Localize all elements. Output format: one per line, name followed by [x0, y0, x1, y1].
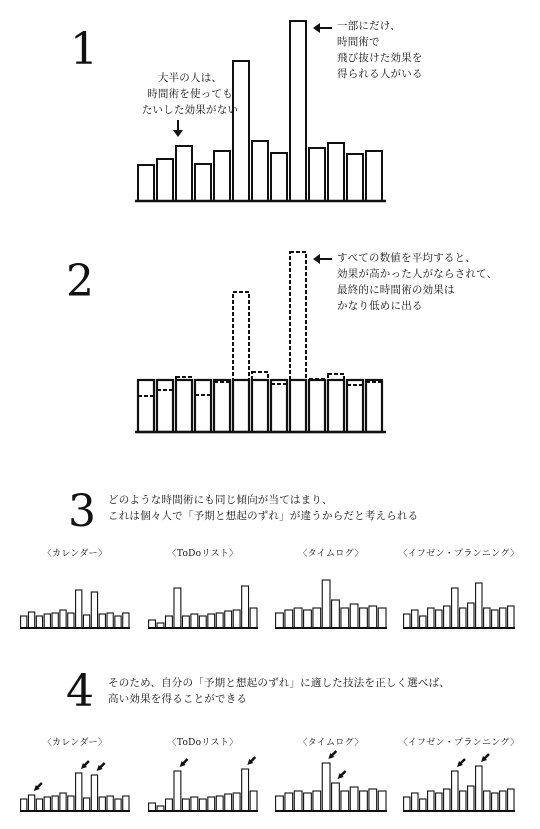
small-bar [341, 791, 349, 811]
arrow-pointer-icon [481, 754, 489, 762]
small-bar [360, 608, 368, 628]
arrow-pointer-icon [81, 761, 89, 769]
small-bar [76, 773, 82, 811]
small-bar [83, 798, 89, 811]
small-bar [91, 592, 97, 628]
bar-average [366, 380, 382, 432]
small-bar [123, 796, 129, 811]
bar [252, 141, 268, 201]
category-label-ifthen-2: 〈イフゼン・プランニング〉 [398, 738, 520, 748]
bar-original [176, 377, 192, 432]
small-bar [341, 608, 349, 628]
small-bar [68, 796, 74, 811]
arrow-left-icon [313, 254, 332, 264]
small-bar [369, 789, 377, 811]
small-bar [166, 616, 173, 628]
bar-original [290, 252, 306, 432]
small-bar [115, 799, 121, 811]
small-bar [191, 614, 198, 628]
category-label-timelog: 〈タイムログ〉 [298, 549, 364, 559]
small-bar [36, 799, 42, 811]
small-bar [28, 612, 34, 628]
small-bar [428, 791, 434, 811]
small-bar [436, 610, 442, 628]
small-bar [468, 603, 474, 628]
arrow-left-icon [313, 23, 332, 33]
small-bar [492, 610, 498, 628]
small-bar [174, 588, 181, 628]
bar-average [138, 380, 154, 432]
bar [176, 146, 192, 201]
bar-average [157, 380, 173, 432]
small-bar [199, 799, 206, 811]
small-bar [149, 803, 156, 811]
small-bar [21, 799, 27, 811]
small-bar [332, 783, 340, 811]
bar-original [366, 382, 382, 432]
small-bar [36, 616, 42, 628]
category-label-calendar-2: 〈カレンダー〉 [42, 738, 108, 748]
arrow-pointer-icon [34, 783, 42, 791]
small-bar [350, 604, 358, 628]
small-bar [378, 791, 386, 811]
small-bar [191, 797, 198, 811]
bar [233, 61, 249, 201]
small-bar [242, 769, 249, 811]
section-2-number: 2 [66, 256, 94, 307]
small-bar [444, 606, 450, 628]
small-bar [68, 613, 74, 628]
small-bar [52, 613, 58, 628]
small-bar [174, 771, 181, 811]
small-bar [149, 620, 156, 628]
bar [195, 164, 211, 201]
small-bar [436, 793, 442, 811]
small-bar [182, 616, 189, 628]
small-bar [199, 616, 206, 628]
bar-original [309, 379, 325, 432]
small-bar [44, 797, 50, 811]
arrow-pointer-icon [457, 759, 465, 767]
bar-original [214, 382, 230, 432]
small-bar [107, 796, 113, 811]
section-3-note: どのような時間術にも同じ傾向が当てはまり、 これは個々人で「予期と想起のずれ」が違うからだと考えられる [108, 494, 419, 522]
bar [309, 148, 325, 201]
small-bar [412, 793, 418, 811]
small-bar [208, 797, 215, 811]
small-bar [225, 611, 232, 628]
arrow-pointer-icon [247, 757, 255, 765]
small-bar [412, 610, 418, 628]
bar-average [214, 380, 230, 432]
small-bar [76, 590, 82, 628]
small-bar [369, 606, 377, 628]
small-charts [20, 580, 515, 811]
small-bar [313, 608, 321, 628]
bar-original [157, 390, 173, 432]
bar-average [252, 380, 268, 432]
small-bar [208, 614, 215, 628]
small-bar [304, 610, 312, 628]
small-bar [452, 771, 458, 811]
small-bar [107, 613, 113, 628]
bar-original [328, 374, 344, 432]
small-bar [276, 613, 284, 628]
bar [290, 21, 306, 201]
small-bar [476, 583, 482, 628]
small-bar [294, 608, 302, 628]
small-bar [500, 791, 506, 811]
bar-original [195, 395, 211, 432]
small-bar [285, 610, 293, 628]
small-bar [452, 588, 458, 628]
small-bar [60, 793, 66, 811]
small-bar [123, 613, 129, 628]
small-bar [468, 786, 474, 811]
small-bar [99, 614, 105, 628]
small-bar [182, 799, 189, 811]
arrow-pointer-icon [97, 763, 105, 771]
bar-average [347, 380, 363, 432]
bar-average [176, 380, 192, 432]
category-label-todo-2: 〈ToDoリスト〉 [167, 738, 239, 748]
small-bar [216, 613, 223, 628]
small-bar [460, 608, 466, 628]
small-bar [332, 600, 340, 628]
small-bar [428, 608, 434, 628]
arrow-pointer-icon [338, 771, 346, 779]
small-bar [91, 775, 97, 811]
bar [328, 143, 344, 201]
bar-original [138, 396, 154, 432]
small-bar [233, 793, 240, 811]
small-bar [52, 796, 58, 811]
small-bar [460, 791, 466, 811]
small-bar [21, 616, 27, 628]
chart-section-2 [135, 252, 386, 432]
bar [214, 151, 230, 201]
section-4-note: そのため、自分の「予期と想起のずれ」に適した技法を正しく選べば、 高い効果を得ることができる [108, 677, 450, 705]
bar [138, 165, 154, 201]
section-1-note-minority: 一部にだけ、 時間術で 飛び抜けた効果を 得られる人がいる [337, 20, 423, 80]
small-bar [44, 614, 50, 628]
small-bar [99, 797, 105, 811]
small-bar [322, 763, 330, 811]
small-bar [313, 791, 321, 811]
small-bar [285, 793, 293, 811]
small-bar [508, 789, 514, 811]
arrow-pointer-icon [328, 751, 336, 759]
section-2-note: すべての数値を平均すると、 効果が高かった人がならされて、 最終的に時間術の効果は かなり低めに出る [337, 252, 498, 312]
small-bar [484, 608, 490, 628]
small-bar [60, 610, 66, 628]
small-bar [166, 799, 173, 811]
small-bar [216, 796, 223, 811]
small-bar [476, 766, 482, 811]
bar-average [290, 380, 306, 432]
small-bar [83, 615, 89, 628]
section-1-note-majority: 大半の人は、 時間術を使っても たいした効果がない [141, 72, 239, 116]
bar-original [271, 384, 287, 432]
small-bar [28, 795, 34, 811]
section-3-number: 3 [68, 486, 96, 537]
arrow-pointer-icon [180, 759, 188, 767]
small-bar [508, 606, 514, 628]
small-bar [404, 797, 410, 811]
bar [271, 153, 287, 201]
chart-section-1 [135, 21, 386, 201]
bar-original [233, 292, 249, 432]
small-bar [115, 616, 121, 628]
small-bar [360, 791, 368, 811]
category-label-ifthen: 〈イフゼン・プランニング〉 [398, 549, 520, 559]
bar [157, 159, 173, 201]
bar-average [271, 380, 287, 432]
small-bar [225, 794, 232, 811]
small-bar [322, 580, 330, 628]
bar [347, 154, 363, 201]
category-label-todo: 〈ToDoリスト〉 [167, 549, 239, 559]
small-bar [378, 608, 386, 628]
small-bar [420, 799, 426, 811]
small-bar [276, 796, 284, 811]
section-4-number: 4 [66, 666, 94, 717]
small-bar [250, 608, 257, 628]
bar-average [233, 380, 249, 432]
category-label-calendar: 〈カレンダー〉 [42, 549, 108, 559]
small-bar [233, 610, 240, 628]
small-bar [304, 793, 312, 811]
bar-average [195, 380, 211, 432]
section-1-number: 1 [70, 24, 98, 75]
small-bar [404, 614, 410, 628]
bar-original [347, 385, 363, 432]
category-label-timelog-2: 〈タイムログ〉 [298, 738, 364, 748]
small-bar [242, 586, 249, 628]
small-bar [500, 608, 506, 628]
small-bar [420, 616, 426, 628]
small-bar [350, 787, 358, 811]
small-bar [444, 789, 450, 811]
bar-average [328, 380, 344, 432]
bar [366, 151, 382, 201]
arrow-down-icon [173, 120, 183, 137]
small-bar [484, 791, 490, 811]
bar-average [309, 380, 325, 432]
small-bar [492, 793, 498, 811]
small-bar [294, 791, 302, 811]
small-bar [250, 791, 257, 811]
